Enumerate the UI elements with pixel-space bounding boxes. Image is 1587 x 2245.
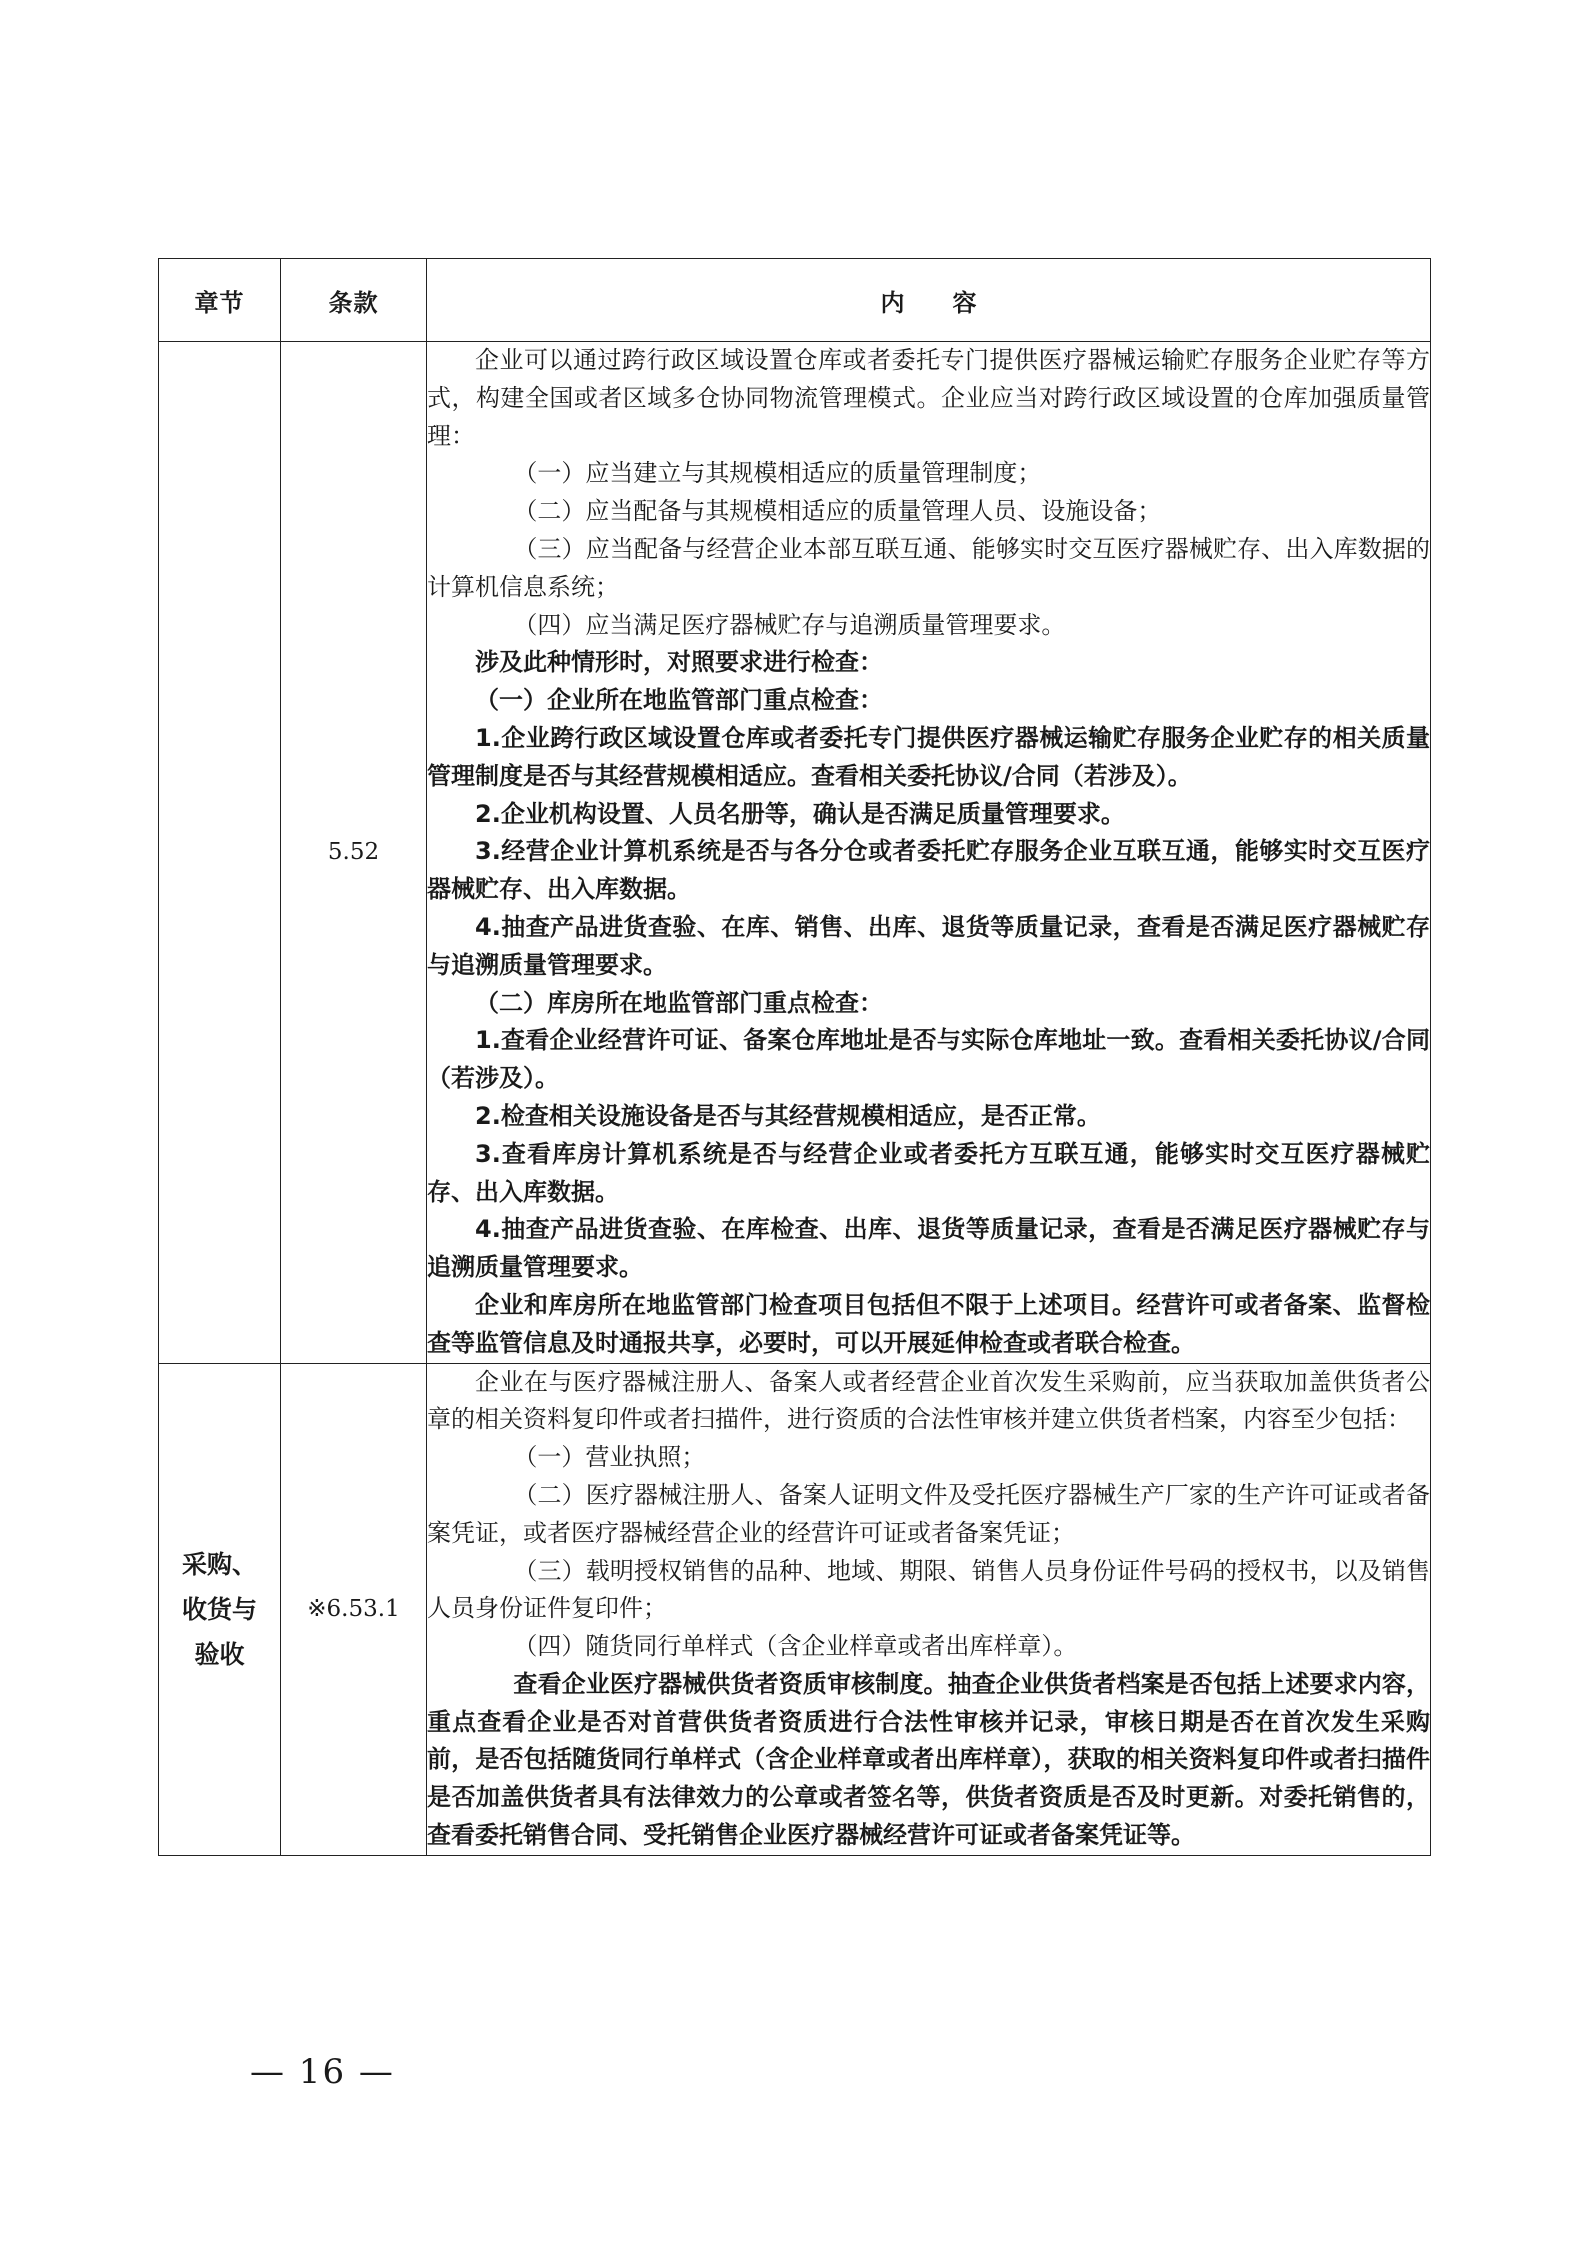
inspection-table: [158, 258, 1431, 1856]
content-paragraph: 4.抽查产品进货查验、在库、销售、出库、退货等质量记录，查看是否满足医疗器械贮存与追溯质量管理要求。: [427, 912, 1430, 979]
content-paragraph: 3.查看库房计算机系统是否与经营企业或者委托方互联互通，能够实时交互医疗器械贮存、出入库数据。: [427, 1139, 1430, 1206]
content-paragraph: 3.经营企业计算机系统是否与各分仓或者委托贮存服务企业互联互通，能够实时交互医疗器械贮存、出入库数据。: [427, 837, 1430, 904]
content-paragraph: 4.抽查产品进货查验、在库检查、出库、退货等质量记录，查看是否满足医疗器械贮存与追溯质量管理要求。: [427, 1215, 1430, 1282]
table-row: [159, 1363, 1431, 1855]
header-chapter: 章节: [159, 259, 281, 342]
table-body: [159, 342, 1431, 1856]
content-cell: [427, 342, 1431, 1364]
content-paragraph: （一）营业执照；: [513, 1443, 706, 1472]
content-paragraph: 涉及此种情形时，对照要求进行检查：: [475, 648, 883, 677]
content-paragraph: 企业和库房所在地监管部门检查项目包括但不限于上述项目。经营许可或者备案、监督检查等监管信息及时通报共享，必要时，可以开展延伸检查或者联合检查。: [427, 1290, 1430, 1357]
clause-cell: 5.52: [281, 342, 427, 1364]
content-paragraph: 企业在与医疗器械注册人、备案人或者经营企业首次发生采购前，应当获取加盖供货者公章的相关资料复印件或者扫描件，进行资质的合法性审核并建立供货者档案，内容至少包括：: [427, 1367, 1430, 1434]
content-cell: [427, 1363, 1431, 1855]
content-paragraph: 企业可以通过跨行政区域设置仓库或者委托专门提供医疗器械运输贮存服务企业贮存等方式，构建全国或者区域多仓协同物流管理模式。企业应当对跨行政区域设置的仓库加强质量管理：: [427, 346, 1430, 450]
header-clause: 条款: [281, 259, 427, 342]
content-paragraph: （一）应当建立与其规模相适应的质量管理制度；: [513, 459, 1042, 488]
chapter-line: 验收: [194, 1639, 245, 1669]
content-paragraph: （三）应当配备与经营企业本部互联互通、能够实时交互医疗器械贮存、出入库数据的计算机信息系统；: [427, 534, 1430, 601]
chapter-cell: [159, 342, 281, 1364]
content-paragraph: 2.企业机构设置、人员名册等，确认是否满足质量管理要求。: [475, 799, 1125, 828]
content-paragraph: （四）随货同行单样式（含企业样章或者出库样章）。: [513, 1632, 1078, 1661]
content-paragraph: （一）企业所在地监管部门重点检查：: [475, 686, 883, 715]
chapter-line: 采购、: [181, 1549, 257, 1579]
chapter-line: 收货与: [181, 1594, 257, 1624]
content-paragraph: （三）载明授权销售的品种、地域、期限、销售人员身份证件号码的授权书，以及销售人员身份证件复印件；: [427, 1556, 1430, 1623]
table-row: [159, 342, 1431, 1364]
content-paragraph: （二）应当配备与其规模相适应的质量管理人员、设施设备；: [513, 497, 1162, 526]
table-header-row: [159, 259, 1431, 342]
content-paragraph: 查看企业医疗器械供货者资质审核制度。抽查企业供货者档案是否包括上述要求内容，重点查看企业是否对首营供货者资质进行合法性审核并记录，审核日期是否在首次发生采购前，是否包括随货同行单样式（含企业样章或者出库样章），获取的相关资料复印件或者扫描件是否加盖供货者具有法律效力的公章或者签名等，供货者资质是否及时更新。对委托销售的，查看委托销售合同、受托销售企业医疗器械经营许可证或者备案凭证等。: [427, 1669, 1430, 1850]
content-paragraph: 1.企业跨行政区域设置仓库或者委托专门提供医疗器械运输贮存服务企业贮存的相关质量管理制度是否与其经营规模相适应。查看相关委托协议/合同（若涉及）。: [427, 723, 1430, 790]
clause-cell: ※6.53.1: [281, 1363, 427, 1855]
content-paragraph: （二）库房所在地监管部门重点检查：: [475, 988, 883, 1017]
header-content: 内容: [427, 259, 1431, 342]
page-number: — 16 —: [250, 2052, 395, 2092]
content-paragraph: 2.检查相关设施设备是否与其经营规模相适应，是否正常。: [475, 1101, 1101, 1130]
content-paragraph: （二）医疗器械注册人、备案人证明文件及受托医疗器械生产厂家的生产许可证或者备案凭证，或者医疗器械经营企业的经营许可证或者备案凭证；: [427, 1480, 1430, 1547]
content-paragraph: （四）应当满足医疗器械贮存与追溯质量管理要求。: [513, 610, 1066, 639]
content-paragraph: 1.查看企业经营许可证、备案仓库地址是否与实际仓库地址一致。查看相关委托协议/合同（若涉及）。: [427, 1026, 1430, 1093]
chapter-cell: [159, 1363, 281, 1855]
